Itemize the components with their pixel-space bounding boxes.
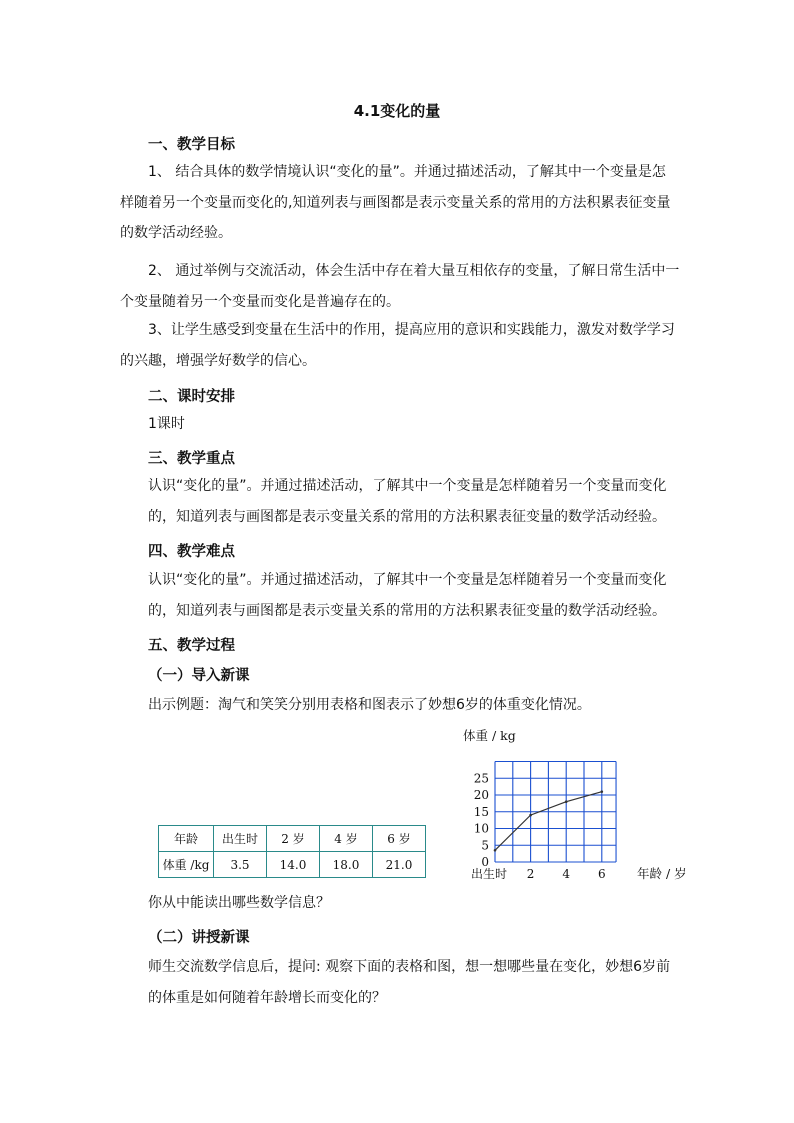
key-points — [148, 471, 678, 532]
y-tick-label: 15 — [473, 804, 489, 819]
table-cell: 21.0 — [373, 852, 426, 878]
y-tick-label: 25 — [473, 771, 489, 786]
difficulties — [148, 565, 678, 626]
table-cell: 3.5 — [214, 852, 267, 878]
section-heading-schedule: 二、课时安排 — [148, 389, 235, 405]
weight-table — [158, 825, 426, 878]
objective-2 — [120, 256, 680, 317]
objective-3-line-2: 的兴趣，增强学好数学的信心。 — [120, 352, 316, 369]
section-heading-process: 五、教学过程 — [148, 638, 235, 654]
document-title: 4.1变化的量 — [353, 102, 441, 120]
teaching-text-line-1: 师生交流数学信息后，提问: 观察下面的表格和图，想一想哪些量在变化，妙想6岁前 — [148, 959, 671, 975]
x-tick-label: 2 — [526, 867, 535, 881]
objective-3-line-1: 3、让学生感受到变量在生活中的作用，提高应用的意识和实践能力，激发对数学学习 — [148, 322, 675, 338]
objective-1-line-3: 的数学活动经验。 — [120, 225, 232, 241]
teaching-text-line-2: 的体重是如何随着年龄增长而变化的？ — [148, 989, 386, 1006]
weight-line-chart — [455, 722, 695, 887]
objective-1 — [120, 157, 680, 249]
x-tick-label: 出生时 — [471, 867, 508, 881]
table-header-cell: 出生时 — [214, 826, 267, 852]
y-tick-label: 0 — [481, 855, 489, 869]
difficulties-line-2: 的，知道列表与画图都是表示变量关系的常用的方法积累表征变量的数学活动经验。 — [148, 602, 666, 619]
table-row — [159, 852, 426, 878]
x-tick-label: 6 — [597, 867, 606, 881]
y-tick-label: 10 — [473, 821, 489, 836]
objective-2-line-2: 个变量随着另一个变量而变化是普遍存在的。 — [120, 293, 400, 310]
x-tick-label: 4 — [562, 867, 571, 881]
subsection-new-lesson: （二）讲授新课 — [148, 930, 250, 946]
objective-2-line-1: 2、 通过举例与交流活动，体会生活中存在着大量互相依存的变量，了解日常生活中一 — [148, 263, 680, 279]
subsection-intro: （一）导入新课 — [148, 668, 250, 684]
objective-1-line-2: 样随着另一个变量而变化的,知道列表与画图都是表示变量关系的常用的方法积累表征变量 — [120, 194, 671, 211]
section-heading-objectives: 一、教学目标 — [148, 137, 235, 153]
data-point — [529, 814, 532, 817]
key-points-line-1: 认识“变化的量”。并通过描述活动，了解其中一个变量是怎样随着另一个变量而变化 — [148, 478, 667, 494]
table-header-cell: 2 岁 — [267, 826, 320, 852]
difficulties-line-1: 认识“变化的量”。并通过描述活动，了解其中一个变量是怎样随着另一个变量而变化 — [148, 572, 667, 588]
objective-3 — [120, 315, 680, 376]
data-point — [565, 800, 568, 803]
table-header-cell: 年龄 — [159, 826, 214, 852]
class-hours: 1课时 — [148, 416, 185, 432]
table-cell: 体重 /kg — [159, 852, 214, 878]
y-axis-label: 体重 / kg — [463, 728, 516, 743]
table-row — [159, 826, 426, 852]
objective-1-line-1: 1、 结合具体的数学情境认识“变化的量”。并通过描述活动，了解其中一个变量是怎 — [148, 164, 666, 180]
data-point — [494, 849, 497, 852]
data-point — [601, 790, 604, 793]
y-tick-label: 20 — [473, 788, 489, 802]
x-axis-label: 年龄 / 岁 — [637, 866, 687, 881]
question-text: 你从中能读出哪些数学信息？ — [148, 895, 330, 911]
table-header-cell: 6 岁 — [373, 826, 426, 852]
y-tick-label: 5 — [481, 838, 489, 853]
example-text: 出示例题：淘气和笑笑分别用表格和图表示了妙想6岁的体重变化情况。 — [148, 697, 591, 713]
teaching-text — [148, 952, 678, 1013]
section-heading-key-points: 三、教学重点 — [148, 451, 235, 467]
table-cell: 18.0 — [320, 852, 373, 878]
table-header-cell: 4 岁 — [320, 826, 373, 852]
section-heading-difficulties: 四、教学难点 — [148, 544, 235, 560]
table-cell: 14.0 — [267, 852, 320, 878]
key-points-line-2: 的，知道列表与画图都是表示变量关系的常用的方法积累表征变量的数学活动经验。 — [148, 508, 666, 525]
